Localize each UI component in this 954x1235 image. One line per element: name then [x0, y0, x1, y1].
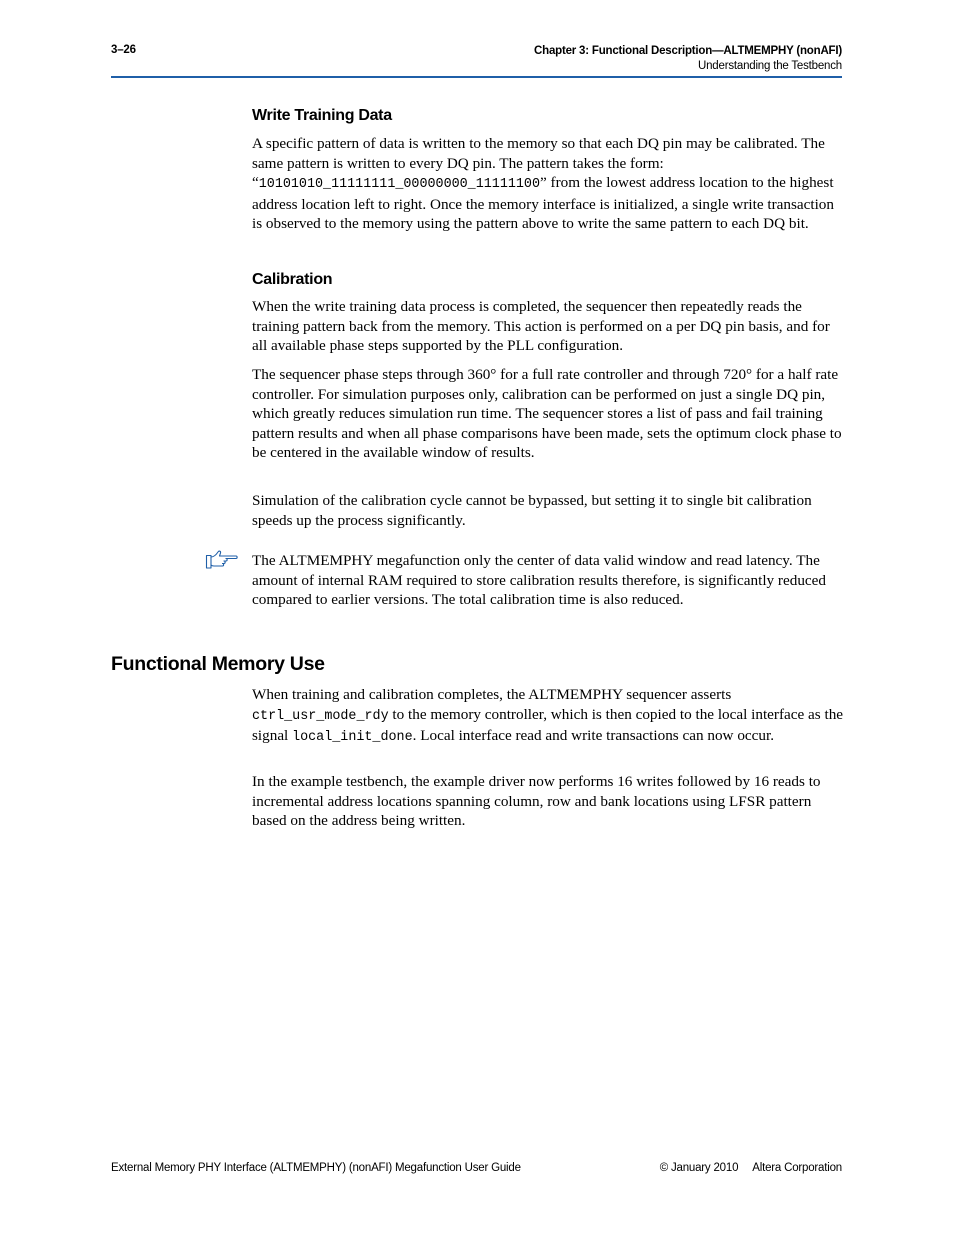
calibration-heading: Calibration [252, 271, 333, 288]
functional-memory-paragraph-2: In the example testbench, the example driver now performs 16 writes followed by 16 reads to incremental address locations spanning column, row and bank locations using LFSR pattern based on the address being written. [252, 773, 821, 830]
functional-memory-heading: Functional Memory Use [111, 653, 325, 675]
calibration-paragraph-3: Simulation of the calibration cycle cannot be bypassed, but setting it to single bit calibration speeds up the process significantly. [252, 492, 812, 529]
chapter-title: Chapter 3: Functional Description—ALTMEMPHY (nonAFI) [534, 45, 842, 57]
write-training-paragraph: A specific pattern of data is written to the memory so that each DQ pin may be calibrated. The same pattern is written to every DQ pin. The pattern takes the form: “10101010_11111111_00000000_11111100” from the lowest address location to the highest address location left to right. Once the memory interface is initialized, a single write transaction is observed to the memory using the pattern above to write the same pattern to each DQ bit. [252, 135, 834, 233]
footer-guide-title: External Memory PHY Interface (ALTMEMPHY) (nonAFI) Megafunction User Guide [111, 1162, 521, 1174]
note-text: The ALTMEMPHY megafunction only the center of data valid window and read latency. The amount of internal RAM required to store calibration results therefore, is significantly reduced compared to earlier versions. The total calibration time is also reduced. [252, 552, 826, 609]
header-rule [111, 76, 842, 78]
footer-right [660, 1162, 842, 1174]
pattern-code: 10101010_11111111_00000000_11111100 [258, 177, 540, 193]
write-training-heading: Write Training Data [252, 107, 392, 124]
section-title: Understanding the Testbench [698, 60, 842, 72]
pointing-hand-icon [205, 549, 239, 571]
footer-company: Altera Corporation [752, 1162, 842, 1174]
footer-date: © January 2010 [659, 1162, 739, 1174]
running-header [534, 44, 842, 74]
page-number: 3–26 [111, 44, 136, 56]
local-init-done-code: local_init_done [292, 730, 413, 746]
functional-memory-paragraph-1: When training and calibration completes, the ALTMEMPHY sequencer asserts ctrl_usr_mode_rdy to the memory controller, which is then copied to the local interface as the signal local_init_done. Local interface read and write transactions can now occur. [252, 686, 844, 746]
ctrl-usr-mode-rdy-code: ctrl_usr_mode_rdy [252, 708, 389, 724]
calibration-paragraph-2: The sequencer phase steps through 360° for a full rate controller and through 720° for a half rate controller. For simulation purposes only, calibration can be performed on just a single DQ pin, which greatly reduces simulation run time. The sequencer stores a list of pass and fail training pattern results and when all phase comparisons have been made, sets the optimum clock phase to be centered in the available window of results. [252, 366, 842, 462]
calibration-paragraph-1: When the write training data process is completed, the sequencer then repeatedly reads the training pattern back from the memory. This action is performed on a per DQ pin basis, and for all available phase steps supported by the PLL configuration. [252, 298, 830, 355]
